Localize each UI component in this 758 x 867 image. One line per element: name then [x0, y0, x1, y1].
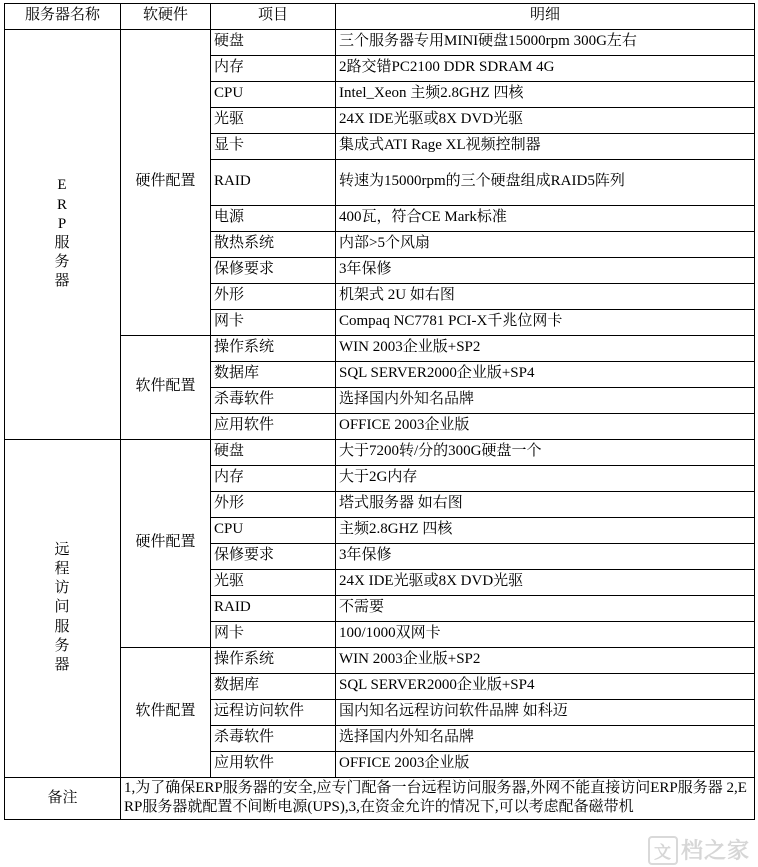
item-name: RAID [211, 160, 336, 206]
item-detail: 24X IDE光驱或8X DVD光驱 [336, 570, 755, 596]
group-label-remote: 远程访问服务器 [54, 541, 71, 673]
item-name: 网卡 [211, 622, 336, 648]
item-name: CPU [211, 518, 336, 544]
item-detail: 转速为15000rpm的三个硬盘组成RAID5阵列 [336, 160, 755, 206]
item-detail: 国内知名远程访问软件品牌 如科迈 [336, 700, 755, 726]
item-detail: OFFICE 2003企业版 [336, 414, 755, 440]
section-kind-erp-hardware: 硬件配置 [121, 30, 211, 336]
item-name: 硬盘 [211, 440, 336, 466]
item-name: 操作系统 [211, 648, 336, 674]
watermark [648, 834, 750, 865]
item-detail: Compaq NC7781 PCI-X千兆位网卡 [336, 310, 755, 336]
item-detail: 不需要 [336, 596, 755, 622]
item-name: 硬盘 [211, 30, 336, 56]
item-detail: 大于2G内存 [336, 466, 755, 492]
item-name: 外形 [211, 284, 336, 310]
header-server-name: 服务器名称 [5, 4, 121, 30]
group-name-remote [5, 440, 121, 778]
item-name: 显卡 [211, 134, 336, 160]
item-name: 网卡 [211, 310, 336, 336]
item-name: 外形 [211, 492, 336, 518]
item-detail: 机架式 2U 如右图 [336, 284, 755, 310]
item-detail: 400瓦，符合CE Mark标准 [336, 206, 755, 232]
item-name: RAID [211, 596, 336, 622]
item-name: 光驱 [211, 570, 336, 596]
item-detail: 100/1000双网卡 [336, 622, 755, 648]
item-name: CPU [211, 82, 336, 108]
header-item: 项目 [211, 4, 336, 30]
table-header-row [5, 4, 755, 30]
item-name: 应用软件 [211, 752, 336, 778]
watermark-mark: 文 [648, 836, 678, 865]
header-soft-hardware: 软硬件 [121, 4, 211, 30]
item-name: 数据库 [211, 674, 336, 700]
item-detail: 内部>5个风扇 [336, 232, 755, 258]
item-detail: SQL SERVER2000企业版+SP4 [336, 674, 755, 700]
item-name: 内存 [211, 466, 336, 492]
item-detail: SQL SERVER2000企业版+SP4 [336, 362, 755, 388]
item-detail: 选择国内外知名品牌 [336, 388, 755, 414]
item-detail: WIN 2003企业版+SP2 [336, 336, 755, 362]
section-kind-remote-hardware: 硬件配置 [121, 440, 211, 648]
item-detail: 塔式服务器 如右图 [336, 492, 755, 518]
remark-label: 备注 [5, 778, 121, 820]
table-row [5, 440, 755, 466]
remark-text: 1,为了确保ERP服务器的安全,应专门配备一台远程访问服务器,外网不能直接访问ERP服务器 2,ERP服务器就配置不间断电源(UPS),3,在资金允许的情况下,可以考虑配备磁带机 [121, 778, 755, 820]
item-detail: Intel_Xeon 主频2.8GHZ 四核 [336, 82, 755, 108]
item-name: 杀毒软件 [211, 388, 336, 414]
item-name: 保修要求 [211, 258, 336, 284]
item-name: 操作系统 [211, 336, 336, 362]
item-name: 数据库 [211, 362, 336, 388]
item-name: 远程访问软件 [211, 700, 336, 726]
item-name: 保修要求 [211, 544, 336, 570]
remark-row [5, 778, 755, 820]
header-detail: 明细 [336, 4, 755, 30]
item-detail: 24X IDE光驱或8X DVD光驱 [336, 108, 755, 134]
item-detail: 3年保修 [336, 544, 755, 570]
item-detail: 3年保修 [336, 258, 755, 284]
item-detail: 2路交错PC2100 DDR SDRAM 4G [336, 56, 755, 82]
item-name: 杀毒软件 [211, 726, 336, 752]
watermark-text: 档之家 [680, 838, 750, 863]
item-detail: 集成式ATI Rage XL视频控制器 [336, 134, 755, 160]
item-name: 内存 [211, 56, 336, 82]
group-name-erp [5, 30, 121, 440]
item-detail: 选择国内外知名品牌 [336, 726, 755, 752]
section-kind-remote-software: 软件配置 [121, 648, 211, 778]
item-name: 散热系统 [211, 232, 336, 258]
item-detail: WIN 2003企业版+SP2 [336, 648, 755, 674]
item-detail: OFFICE 2003企业版 [336, 752, 755, 778]
table-row [5, 30, 755, 56]
item-detail: 主频2.8GHZ 四核 [336, 518, 755, 544]
group-label-erp: ERP服务器 [54, 177, 71, 290]
item-name: 光驱 [211, 108, 336, 134]
server-spec-table [4, 3, 755, 820]
item-name: 电源 [211, 206, 336, 232]
item-detail: 三个服务器专用MINI硬盘15000rpm 300G左右 [336, 30, 755, 56]
item-name: 应用软件 [211, 414, 336, 440]
item-detail: 大于7200转/分的300G硬盘一个 [336, 440, 755, 466]
section-kind-erp-software: 软件配置 [121, 336, 211, 440]
